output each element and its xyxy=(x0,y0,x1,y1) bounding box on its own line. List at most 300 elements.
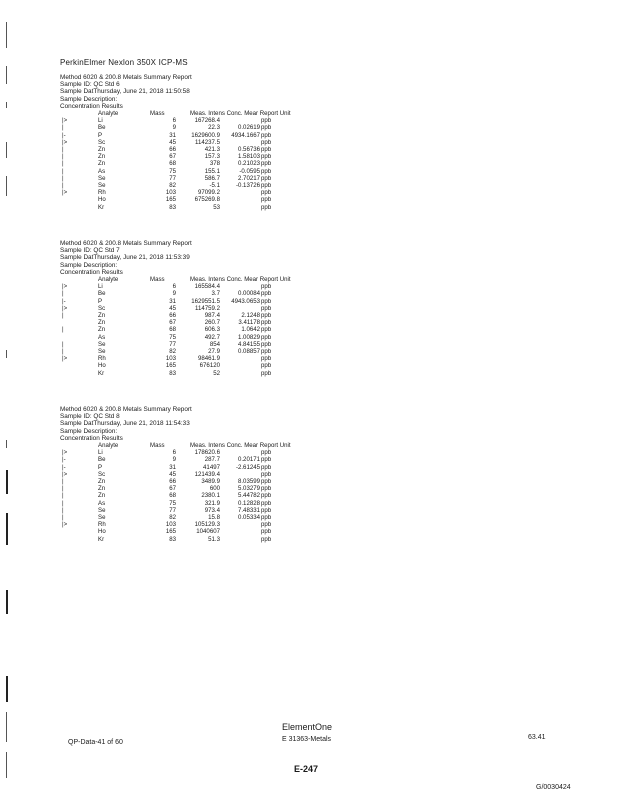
unit-cell: ppb xyxy=(261,160,272,168)
mass-cell: 45 xyxy=(169,304,176,312)
unit-cell: ppb xyxy=(261,167,272,175)
unit-cell: ppb xyxy=(261,319,272,327)
analyte-cell: Se xyxy=(98,348,106,355)
unit-cell: ppb xyxy=(261,492,272,500)
unit-cell: ppb xyxy=(261,348,272,355)
intensity-cell: 287.7 xyxy=(204,456,220,464)
table-row xyxy=(0,528,618,535)
row-flag: | xyxy=(62,514,64,521)
concentration-cell: 0.05334 xyxy=(237,514,260,521)
intensity-cell: 41497 xyxy=(203,463,220,471)
unit-cell: ppb xyxy=(261,131,272,139)
mass-cell: 68 xyxy=(169,326,176,334)
intensity-cell: 378 xyxy=(209,160,220,168)
unit-cell: ppb xyxy=(261,297,272,305)
row-flag: |- xyxy=(62,297,66,305)
method-title: Method 6020 & 200.8 Metals Summary Report xyxy=(60,74,192,81)
analyte-cell: Be xyxy=(98,456,106,464)
mass-cell: 83 xyxy=(169,535,176,543)
mass-cell: 6 xyxy=(172,117,176,125)
analyte-cell: Li xyxy=(98,283,103,291)
intensity-cell: 675269.8 xyxy=(194,196,220,204)
mass-cell: 9 xyxy=(172,290,176,298)
scan-mark xyxy=(6,752,7,778)
intensity-cell: 421.3 xyxy=(204,146,220,153)
unit-cell: ppb xyxy=(261,153,272,161)
mass-cell: 83 xyxy=(169,203,176,211)
analyte-cell: Se xyxy=(98,340,106,348)
intensity-cell: 586.7 xyxy=(204,174,220,182)
intensity-cell: 27.9 xyxy=(208,348,220,355)
intensity-cell: 114237.5 xyxy=(195,138,220,146)
unit-cell: ppb xyxy=(261,521,272,529)
intensity-cell: 260.7 xyxy=(204,319,220,327)
table-row xyxy=(0,471,618,478)
unit-cell: ppb xyxy=(261,196,272,204)
sample-id-label: Sample ID: xyxy=(60,413,92,421)
intensity-cell: 15.8 xyxy=(208,514,220,521)
row-flag: | xyxy=(62,312,64,319)
sample-date-value: Thursday, June 21, 2018 11:53:39 xyxy=(93,254,190,262)
analyte-cell: Ho xyxy=(98,528,106,536)
unit-cell: ppb xyxy=(261,203,272,211)
table-row xyxy=(0,124,618,131)
analyte-cell: Kr xyxy=(98,203,105,211)
table-row xyxy=(0,362,618,369)
col-header-mass: Mass xyxy=(150,442,165,449)
concentration-cell: 0.56736 xyxy=(237,146,260,153)
concentration-cell: 0.00084 xyxy=(237,290,260,298)
table-row xyxy=(0,160,618,167)
unit-cell: ppb xyxy=(261,124,272,132)
intensity-cell: 178620.6 xyxy=(194,449,220,457)
unit-cell: ppb xyxy=(261,514,272,521)
unit-cell: ppb xyxy=(261,449,272,457)
table-row xyxy=(0,117,618,124)
unit-cell: ppb xyxy=(261,506,272,514)
scan-mark xyxy=(6,676,8,702)
scan-mark xyxy=(6,440,7,448)
unit-cell: ppb xyxy=(261,478,272,485)
intensity-cell: 600 xyxy=(209,485,220,493)
table-row xyxy=(0,456,618,463)
analyte-cell: Ho xyxy=(98,362,106,370)
intensity-cell: 97099.2 xyxy=(197,189,220,197)
mass-cell: 103 xyxy=(165,521,176,529)
col-header-mass: Mass xyxy=(150,110,165,117)
table-row xyxy=(0,370,618,377)
unit-cell: ppb xyxy=(261,290,272,298)
row-flag: | xyxy=(62,499,64,507)
table-row xyxy=(0,492,618,499)
sample-date-line xyxy=(60,420,190,427)
analyte-cell: Zn xyxy=(98,160,106,168)
concentration-cell: 0.20171 xyxy=(237,456,260,464)
analyte-cell: Li xyxy=(98,449,103,457)
concentration-cell: -0.0595 xyxy=(239,167,260,175)
concentration-results-heading: Concentration Results xyxy=(60,268,123,276)
analyte-cell: Se xyxy=(98,506,106,514)
unit-cell: ppb xyxy=(261,312,272,319)
analyte-cell: P xyxy=(98,463,103,471)
row-flag: |> xyxy=(62,304,68,312)
intensity-cell: 606.3 xyxy=(204,326,220,334)
intensity-cell: 121439.4 xyxy=(194,470,220,478)
col-header-measure: Meas. Intens Conc. Mear Report Unit xyxy=(190,442,291,449)
sample-description: Sample Description: xyxy=(60,95,118,103)
analyte-cell: Li xyxy=(98,117,103,125)
analyte-cell: Rh xyxy=(98,355,106,363)
table-row xyxy=(0,355,618,362)
row-flag: |> xyxy=(62,283,68,291)
concentration-cell: 5.03279 xyxy=(237,485,260,493)
intensity-cell: 973.4 xyxy=(204,506,220,514)
scan-mark xyxy=(6,66,7,84)
sample-description: Sample Description: xyxy=(60,427,118,435)
table-row xyxy=(0,348,618,355)
scan-mark xyxy=(6,712,7,742)
concentration-cell: 4943.0653 xyxy=(231,297,260,305)
mass-cell: 165 xyxy=(165,196,176,204)
concentration-cell: 3.41178 xyxy=(238,319,260,327)
intensity-cell: 22.3 xyxy=(208,124,220,132)
concentration-cell: -0.13726 xyxy=(235,182,260,189)
analyte-cell: Zn xyxy=(98,146,106,153)
sample-id-line xyxy=(60,81,120,88)
sample-date-value: Thursday, June 21, 2018 11:54:33 xyxy=(93,420,190,428)
table-row xyxy=(0,485,618,492)
unit-cell: ppb xyxy=(261,362,272,370)
mass-cell: 66 xyxy=(169,478,176,485)
unit-cell: ppb xyxy=(261,456,272,464)
row-flag: | xyxy=(62,153,64,161)
doc-id: G/0030424 xyxy=(536,784,571,791)
footer-left: QP-Data-41 of 60 xyxy=(68,739,123,746)
row-flag: | xyxy=(62,174,64,182)
instrument-title: PerkinElmer Nexlon 350X ICP-MS xyxy=(60,58,188,67)
concentration-cell: 1.58103 xyxy=(237,153,260,161)
table-row xyxy=(0,334,618,341)
analyte-cell: Zn xyxy=(98,326,106,334)
row-flag: |> xyxy=(62,355,68,363)
unit-cell: ppb xyxy=(261,283,272,291)
row-flag: | xyxy=(62,478,64,485)
intensity-cell: 157.3 xyxy=(204,153,220,161)
scan-mark xyxy=(6,102,7,108)
mass-cell: 165 xyxy=(165,528,176,536)
row-flag: | xyxy=(62,348,64,355)
intensity-cell: 52 xyxy=(213,369,220,377)
table-row xyxy=(0,319,618,326)
footer-right: 63.41 xyxy=(528,734,546,741)
mass-cell: 45 xyxy=(169,138,176,146)
footer-center-bottom: E 31363-Metals xyxy=(282,736,332,743)
table-row xyxy=(0,168,618,175)
method-title: Method 6020 & 200.8 Metals Summary Report xyxy=(60,240,192,247)
col-header-mass: Mass xyxy=(150,276,165,283)
sample-id-line xyxy=(60,413,120,420)
sample-date-label: Sample Dat xyxy=(60,254,94,262)
analyte-cell: As xyxy=(98,333,106,341)
table-row xyxy=(0,514,618,521)
mass-cell: 82 xyxy=(169,514,176,521)
row-flag: | xyxy=(62,167,64,175)
mass-cell: 103 xyxy=(165,355,176,363)
sample-id-value: QC Std 7 xyxy=(93,247,120,255)
unit-cell: ppb xyxy=(261,340,272,348)
col-header-analyte: Analyte xyxy=(98,110,119,117)
table-row xyxy=(0,283,618,290)
concentration-cell: 0.02619 xyxy=(237,124,260,132)
intensity-cell: 1629600.9 xyxy=(191,131,220,139)
analyte-cell: P xyxy=(98,297,103,305)
analyte-cell: Rh xyxy=(98,521,106,529)
sample-date-label: Sample Dat xyxy=(60,88,94,96)
concentration-cell: 7.48331 xyxy=(237,506,260,514)
concentration-cell: 2.1248 xyxy=(241,312,260,319)
method-title: Method 6020 & 200.8 Metals Summary Report xyxy=(60,406,192,413)
concentration-cell: 4934.1667 xyxy=(231,131,260,139)
analyte-cell: Zn xyxy=(98,492,106,500)
scan-mark xyxy=(6,22,7,48)
intensity-cell: 854 xyxy=(209,340,220,348)
sample-date-line xyxy=(60,88,190,95)
row-flag: |- xyxy=(62,131,66,139)
intensity-cell: 155.1 xyxy=(204,167,220,175)
concentration-cell: 4.84155 xyxy=(237,340,260,348)
table-row xyxy=(0,189,618,196)
intensity-cell: 167268.4 xyxy=(194,117,220,125)
table-row xyxy=(0,326,618,333)
analyte-cell: Sc xyxy=(98,304,106,312)
concentration-cell: 1.0642 xyxy=(241,326,260,334)
concentration-cell: 0.08857 xyxy=(237,348,260,355)
intensity-cell: 3489.9 xyxy=(201,478,220,485)
intensity-cell: 676120 xyxy=(199,362,220,370)
mass-cell: 75 xyxy=(169,499,176,507)
page-id: E-247 xyxy=(294,764,319,774)
table-row xyxy=(0,449,618,456)
mass-cell: 9 xyxy=(172,456,176,464)
row-flag: | xyxy=(62,326,64,334)
row-flag: | xyxy=(62,160,64,168)
table-row xyxy=(0,536,618,543)
row-flag: | xyxy=(62,485,64,493)
row-flag: | xyxy=(62,492,64,500)
mass-cell: 103 xyxy=(165,189,176,197)
table-row xyxy=(0,305,618,312)
row-flag: | xyxy=(62,290,64,298)
intensity-cell: 321.9 xyxy=(204,499,220,507)
unit-cell: ppb xyxy=(261,326,272,334)
intensity-cell: 2380.1 xyxy=(201,492,220,500)
unit-cell: ppb xyxy=(261,146,272,153)
row-flag: | xyxy=(62,124,64,132)
analyte-cell: Be xyxy=(98,124,106,132)
unit-cell: ppb xyxy=(261,189,272,197)
col-header-measure: Meas. Intens Conc. Mear Report Unit xyxy=(190,276,291,283)
col-header-measure: Meas. Intens Conc. Mear Report Unit xyxy=(190,110,291,117)
unit-cell: ppb xyxy=(261,485,272,493)
unit-cell: ppb xyxy=(261,535,272,543)
unit-cell: ppb xyxy=(261,499,272,507)
mass-cell: 66 xyxy=(169,312,176,319)
unit-cell: ppb xyxy=(261,528,272,536)
intensity-cell: 1040607 xyxy=(196,528,220,536)
sample-id-value: QC Std 8 xyxy=(93,413,120,421)
unit-cell: ppb xyxy=(261,117,272,125)
table-row xyxy=(0,507,618,514)
table-row xyxy=(0,341,618,348)
analyte-cell: Ho xyxy=(98,196,106,204)
mass-cell: 83 xyxy=(169,369,176,377)
mass-cell: 6 xyxy=(172,449,176,457)
row-flag: |> xyxy=(62,138,68,146)
row-flag: |- xyxy=(62,456,66,464)
intensity-cell: -5.1 xyxy=(209,182,220,189)
table-row xyxy=(0,521,618,528)
row-flag: |> xyxy=(62,470,68,478)
mass-cell: 31 xyxy=(169,297,176,305)
row-flag: |> xyxy=(62,117,68,125)
intensity-cell: 53 xyxy=(213,203,220,211)
analyte-cell: As xyxy=(98,499,106,507)
col-header-analyte: Analyte xyxy=(98,442,119,449)
unit-cell: ppb xyxy=(261,369,272,377)
analyte-cell: Kr xyxy=(98,535,105,543)
mass-cell: 75 xyxy=(169,167,176,175)
concentration-cell: -2.61245 xyxy=(235,463,260,471)
sample-description: Sample Description: xyxy=(60,261,118,269)
table-row xyxy=(0,146,618,153)
mass-cell: 45 xyxy=(169,470,176,478)
row-flag: |> xyxy=(62,521,68,529)
analyte-cell: Sc xyxy=(98,138,106,146)
sample-id-value: QC Std 6 xyxy=(93,81,120,89)
analyte-cell: Zn xyxy=(98,319,106,327)
intensity-cell: 987.4 xyxy=(204,312,220,319)
analyte-cell: Se xyxy=(98,514,106,521)
mass-cell: 68 xyxy=(169,492,176,500)
unit-cell: ppb xyxy=(261,304,272,312)
concentration-results-heading: Concentration Results xyxy=(60,102,123,110)
table-row xyxy=(0,298,618,305)
sample-date-value: Thursday, June 21, 2018 11:50:58 xyxy=(93,88,190,96)
table-row xyxy=(0,139,618,146)
row-flag: | xyxy=(62,506,64,514)
analyte-cell: P xyxy=(98,131,103,139)
table-row xyxy=(0,464,618,471)
analyte-cell: Kr xyxy=(98,369,105,377)
row-flag: | xyxy=(62,182,64,189)
table-row xyxy=(0,204,618,211)
row-flag: | xyxy=(62,146,64,153)
mass-cell: 77 xyxy=(169,174,176,182)
analyte-cell: Sc xyxy=(98,470,106,478)
intensity-cell: 114759.2 xyxy=(195,304,220,312)
mass-cell: 31 xyxy=(169,131,176,139)
analyte-cell: As xyxy=(98,167,106,175)
unit-cell: ppb xyxy=(261,333,272,341)
mass-cell: 9 xyxy=(172,124,176,132)
intensity-cell: 1629551.5 xyxy=(191,297,220,305)
intensity-cell: 105129.3 xyxy=(194,521,220,529)
table-row xyxy=(0,182,618,189)
unit-cell: ppb xyxy=(261,463,272,471)
mass-cell: 77 xyxy=(169,340,176,348)
mass-cell: 67 xyxy=(169,153,176,161)
analyte-cell: Be xyxy=(98,290,106,298)
mass-cell: 82 xyxy=(169,348,176,355)
row-flag: | xyxy=(62,340,64,348)
mass-cell: 6 xyxy=(172,283,176,291)
analyte-cell: Zn xyxy=(98,485,106,493)
analyte-cell: Se xyxy=(98,174,106,182)
concentration-cell: 0.12828 xyxy=(237,499,260,507)
unit-cell: ppb xyxy=(261,182,272,189)
table-row xyxy=(0,290,618,297)
intensity-cell: 98461.9 xyxy=(197,355,220,363)
sample-date-line xyxy=(60,254,190,261)
intensity-cell: 492.7 xyxy=(204,333,220,341)
sample-id-line xyxy=(60,247,120,254)
intensity-cell: 165584.4 xyxy=(194,283,220,291)
sample-date-label: Sample Dat xyxy=(60,420,94,428)
unit-cell: ppb xyxy=(261,355,272,363)
table-row xyxy=(0,132,618,139)
concentration-cell: 8.03599 xyxy=(237,478,260,485)
analyte-cell: Se xyxy=(98,182,106,189)
table-row xyxy=(0,153,618,160)
table-row xyxy=(0,175,618,182)
mass-cell: 75 xyxy=(169,333,176,341)
mass-cell: 67 xyxy=(169,319,176,327)
concentration-cell: 5.44782 xyxy=(237,492,260,500)
footer-center-top: ElementOne xyxy=(282,722,333,732)
col-header-analyte: Analyte xyxy=(98,276,119,283)
intensity-cell: 3.7 xyxy=(211,290,220,298)
table-row xyxy=(0,196,618,203)
unit-cell: ppb xyxy=(261,174,272,182)
unit-cell: ppb xyxy=(261,470,272,478)
table-row xyxy=(0,478,618,485)
mass-cell: 68 xyxy=(169,160,176,168)
mass-cell: 66 xyxy=(169,146,176,153)
scan-mark xyxy=(6,590,8,614)
analyte-cell: Rh xyxy=(98,189,106,197)
analyte-cell: Zn xyxy=(98,312,106,319)
concentration-results-heading: Concentration Results xyxy=(60,434,123,442)
concentration-cell: 1.00829 xyxy=(237,333,260,341)
row-flag: |> xyxy=(62,449,68,457)
table-row xyxy=(0,312,618,319)
mass-cell: 67 xyxy=(169,485,176,493)
mass-cell: 31 xyxy=(169,463,176,471)
mass-cell: 165 xyxy=(165,362,176,370)
analyte-cell: Zn xyxy=(98,478,106,485)
mass-cell: 77 xyxy=(169,506,176,514)
table-row xyxy=(0,500,618,507)
concentration-cell: 0.21023 xyxy=(237,160,260,168)
row-flag: |> xyxy=(62,189,68,197)
analyte-cell: Zn xyxy=(98,153,106,161)
intensity-cell: 51.3 xyxy=(208,535,220,543)
row-flag: |- xyxy=(62,463,66,471)
concentration-cell: 2.70217 xyxy=(237,174,260,182)
mass-cell: 82 xyxy=(169,182,176,189)
sample-id-label: Sample ID: xyxy=(60,81,92,89)
sample-id-label: Sample ID: xyxy=(60,247,92,255)
